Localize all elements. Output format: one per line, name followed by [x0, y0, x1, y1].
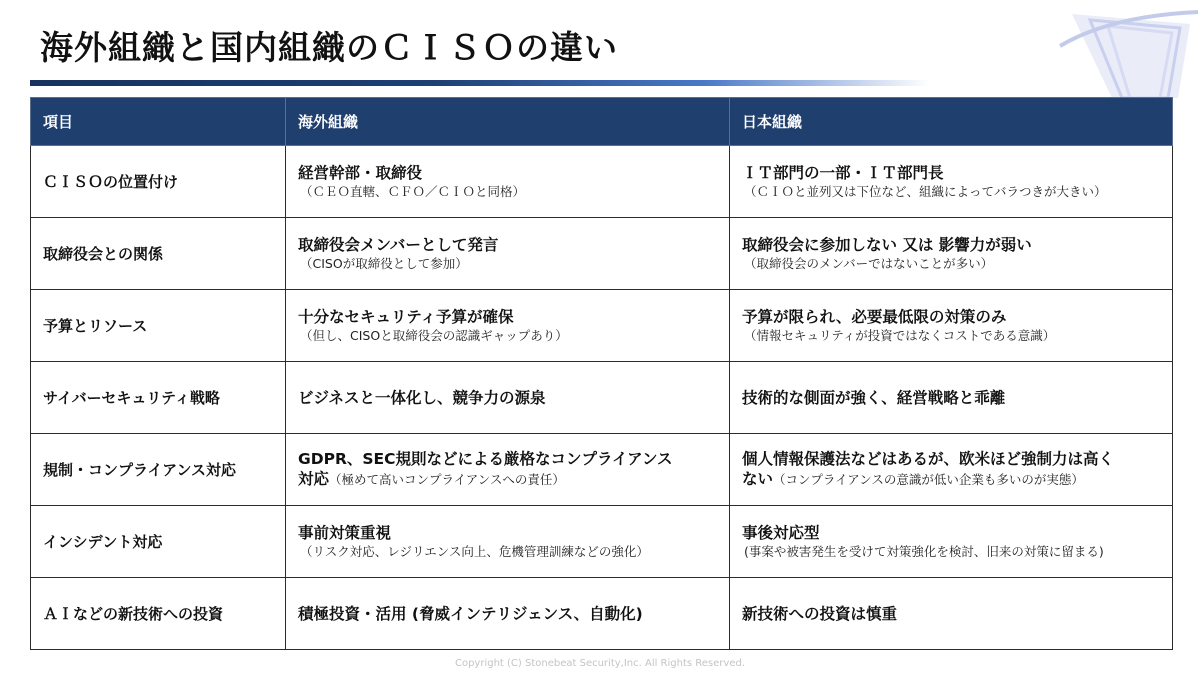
overseas-main: 経営幹部・取締役 [298, 163, 423, 182]
japan-main: 予算が限られ、必要最低限の対策のみ [742, 307, 1007, 326]
japan-main: 事後対応型 [742, 523, 820, 542]
overseas-main: ビジネスと一体化し、競争力の源泉 [298, 388, 546, 407]
japan-main-continued: ない [742, 470, 774, 488]
header-item: 項目 [31, 98, 286, 146]
row-item: 予算とリソース [31, 290, 286, 362]
shield-logo-icon [1050, 6, 1200, 98]
overseas-cell [286, 218, 730, 290]
table-row [31, 434, 1173, 506]
overseas-sub: （但し、CISOと取締役会の認識ギャップあり） [300, 327, 568, 343]
japan-cell [730, 218, 1173, 290]
overseas-main: 事前対策重視 [298, 523, 392, 542]
row-item: 規制・コンプライアンス対応 [31, 434, 286, 506]
overseas-cell [286, 506, 730, 578]
japan-cell [730, 434, 1173, 506]
comparison-table [30, 97, 1173, 650]
table-row [31, 578, 1173, 650]
page-title: 海外組織と国内組織のＣＩＳＯの違い [40, 28, 618, 67]
overseas-sub: （CISOが取締役として参加） [300, 255, 468, 271]
header-japan: 日本組織 [730, 98, 1173, 146]
japan-cell [730, 146, 1173, 218]
japan-cell [730, 506, 1173, 578]
table-row [31, 362, 1173, 434]
japan-cell [730, 362, 1173, 434]
copyright-footer: Copyright (C) Stonebeat Security,Inc. All Rights Reserved. [454, 658, 745, 669]
japan-main: 新技術への投資は慎重 [742, 604, 898, 623]
row-item: ＣＩＳＯの位置付け [31, 146, 286, 218]
overseas-cell [286, 362, 730, 434]
header-overseas: 海外組織 [286, 98, 730, 146]
japan-sub: （取締役会のメンバーではないことが多い） [744, 255, 994, 271]
japan-main: 個人情報保護法などはあるが、欧米ほど強制力は高く [742, 450, 1115, 468]
japan-sub: （情報セキュリティが投資ではなくコストである意識） [744, 327, 1056, 343]
japan-cell [730, 290, 1173, 362]
overseas-sub: （リスク対応、レジリエンス向上、危機管理訓練などの強化） [300, 543, 649, 559]
overseas-cell [286, 290, 730, 362]
row-item: インシデント対応 [31, 506, 286, 578]
overseas-main: 取締役会メンバーとして発言 [298, 235, 499, 254]
overseas-main: GDPR、SEC規則などによる厳格なコンプライアンス [298, 450, 673, 468]
overseas-main: 積極投資・活用 (脅威インテリジェンス、自動化) [298, 604, 643, 623]
row-item: 取締役会との関係 [31, 218, 286, 290]
overseas-sub: （極めて高いコンプライアンスへの責任） [329, 472, 565, 487]
japan-main: 技術的な側面が強く、経営戦略と乖離 [742, 388, 1006, 407]
table-header-row [31, 98, 1173, 146]
overseas-cell [286, 146, 730, 218]
overseas-main-continued: 対応 [298, 470, 330, 488]
table-row [31, 290, 1173, 362]
title-underline [30, 80, 930, 86]
japan-main: 取締役会に参加しない 又は 影響力が弱い [742, 235, 1032, 254]
overseas-cell [286, 434, 730, 506]
japan-main: ＩＴ部門の一部・ＩＴ部門長 [742, 163, 944, 182]
japan-sub: （ＣＩＯと並列又は下位など、組織によってバラつきが大きい） [744, 183, 1107, 199]
table-row [31, 218, 1173, 290]
row-item: サイバーセキュリティ戦略 [31, 362, 286, 434]
table-row [31, 506, 1173, 578]
overseas-main: 十分なセキュリティ予算が確保 [298, 307, 514, 326]
table-row [31, 146, 1173, 218]
row-item: ＡＩなどの新技術への投資 [31, 578, 286, 650]
overseas-cell [286, 578, 730, 650]
japan-sub: （コンプライアンスの意識が低い企業も多いのが実態） [773, 472, 1084, 487]
overseas-sub: （ＣＥＯ直轄、ＣＦＯ／ＣＩＯと同格） [300, 183, 526, 199]
japan-cell [730, 578, 1173, 650]
japan-sub: (事案や被害発生を受けて対策強化を検討、旧来の対策に留まる) [744, 543, 1104, 559]
